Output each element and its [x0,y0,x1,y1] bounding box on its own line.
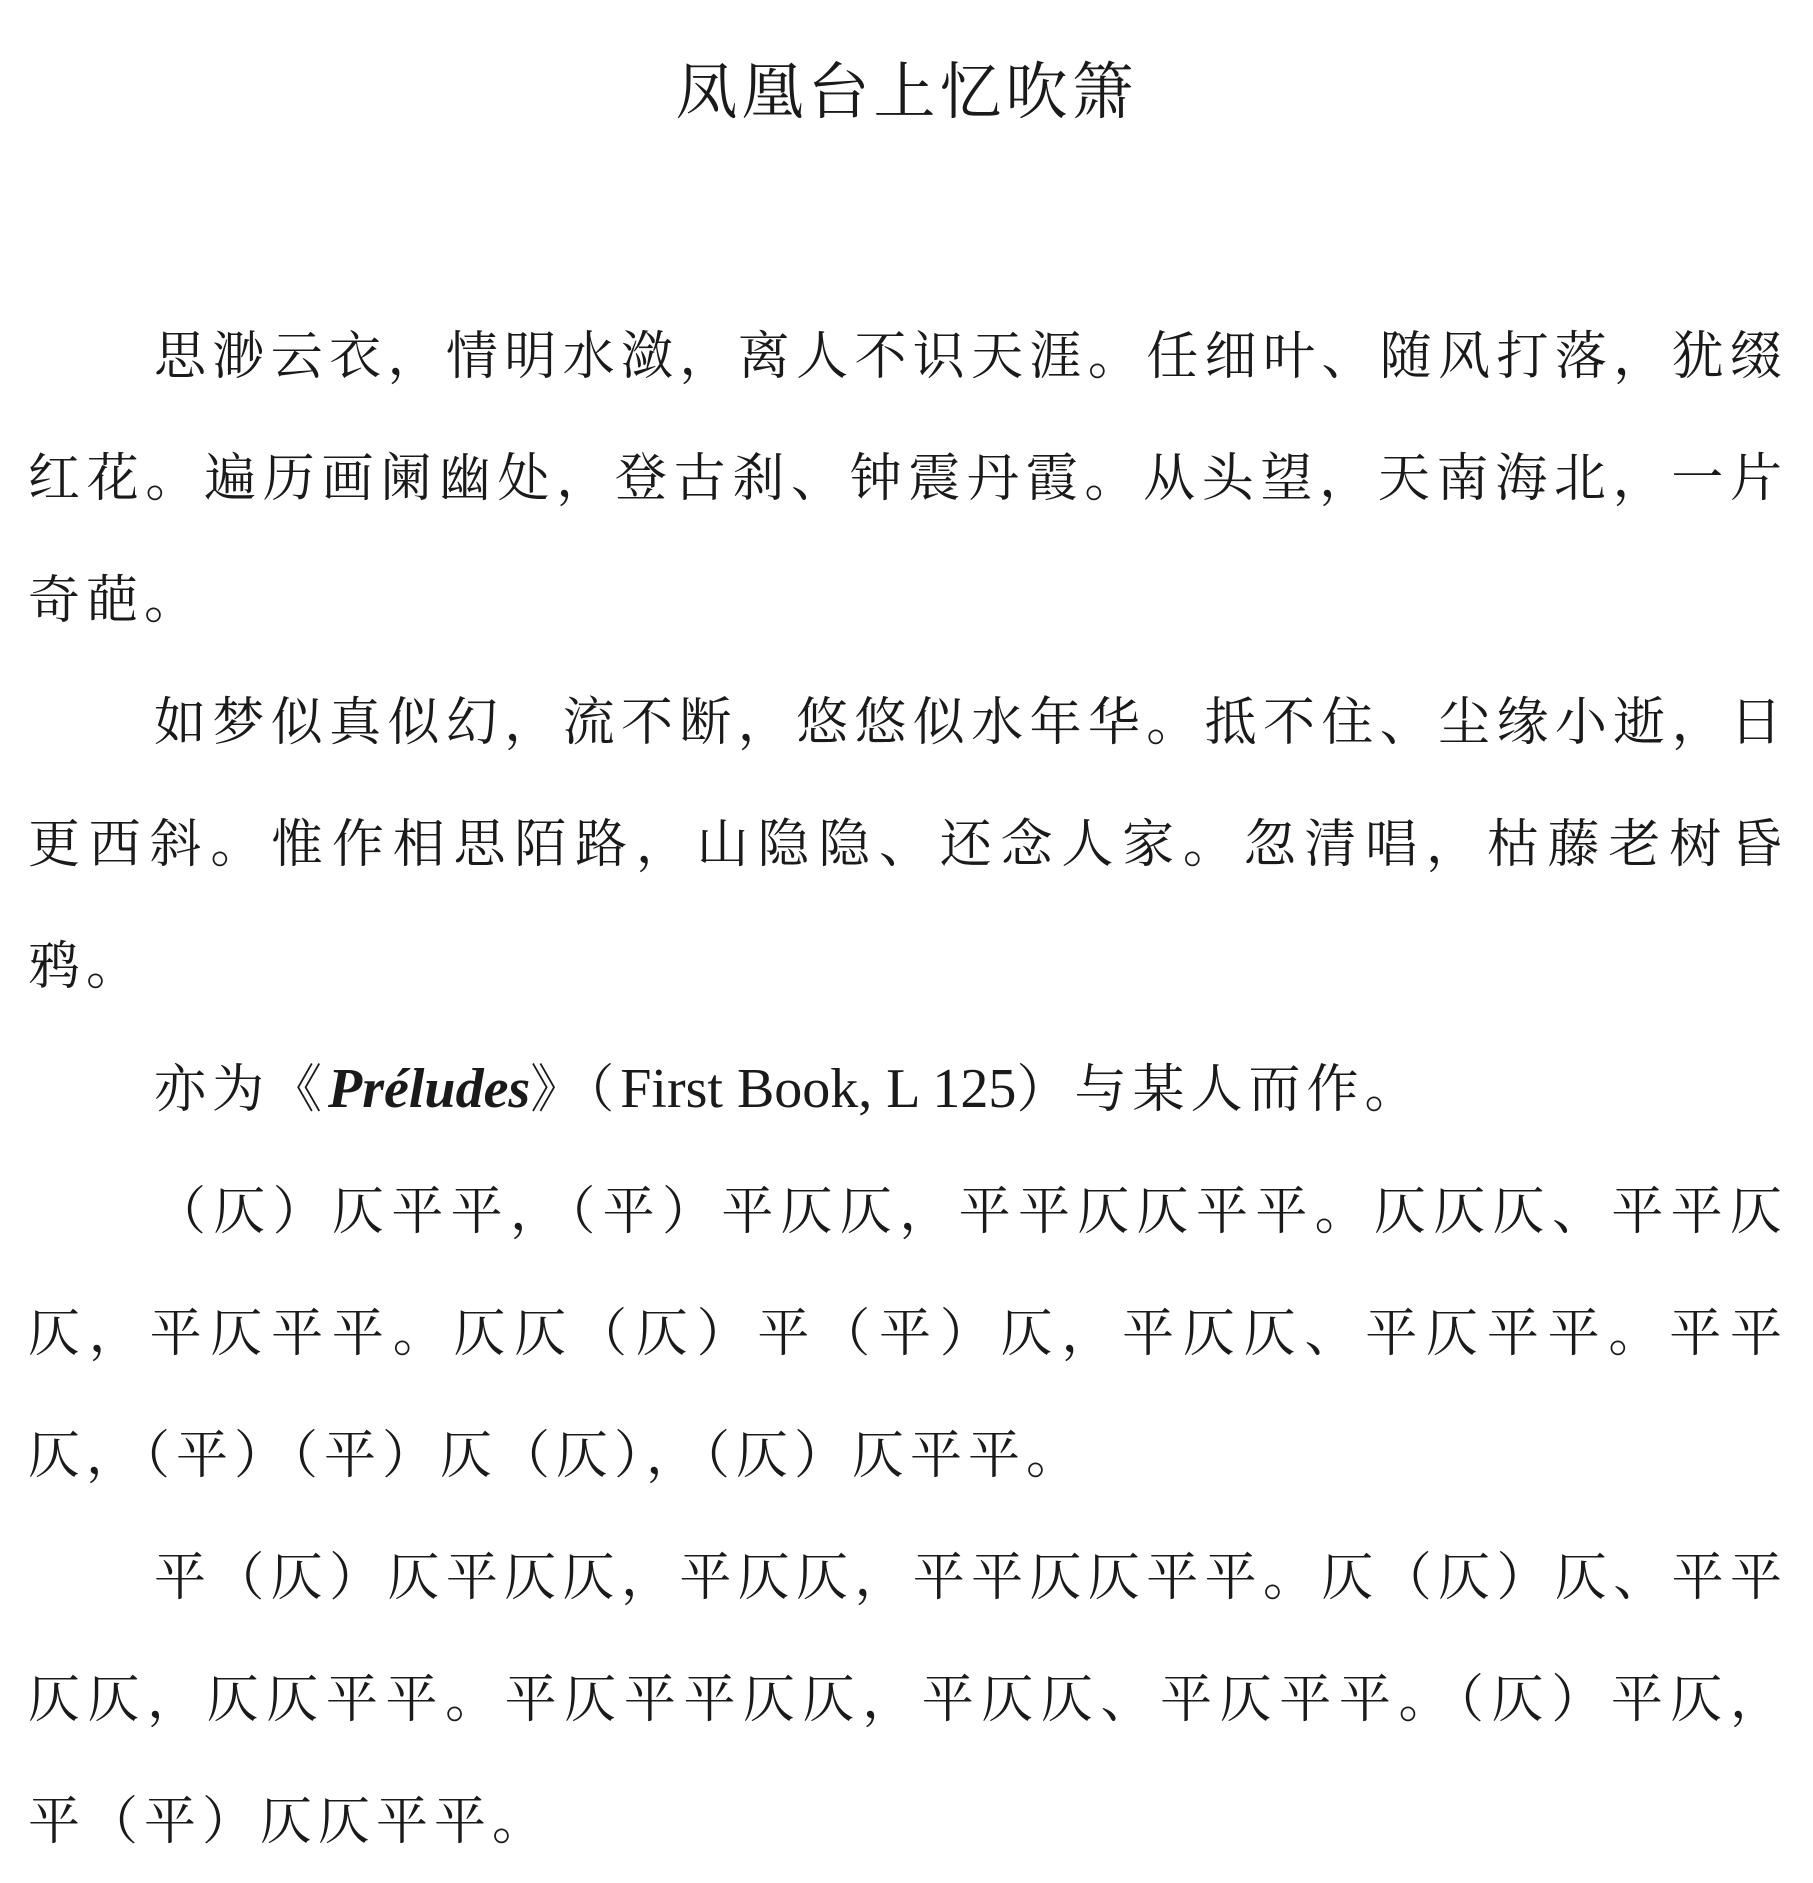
dedication-note [28,1028,1788,1151]
document-body [28,296,1788,1883]
poem-stanza-2: 如梦似真似幻，流不断，悠悠似水年华。抵不住、尘缘小逝，日更西斜。惟作相思陌路，山隐隐、还念人家。忽清唱，枯藤老树昏鸦。 [28,693,1788,997]
tonal-pattern-part-1: （仄）仄平平，（平）平仄仄，平平仄仄平平。仄仄仄、平平仄仄，平仄平平。仄仄（仄）平（平）仄，平仄仄、平仄平平。平平仄，（平）（平）仄（仄），（仄）仄平平。 [28,1182,1788,1486]
work-title: Préludes [328,1058,531,1120]
poem-stanza-1: 思渺云衣，情明水潋，离人不识天涯。任细叶、随风打落，犹缀红花。遍历画阑幽处，登古刹、钟震丹霞。从头望，天南海北，一片奇葩。 [28,327,1788,631]
tonal-pattern-part-2: 平（仄）仄平仄仄，平仄仄，平平仄仄平平。仄（仄）仄、平平仄仄，仄仄平平。平仄平平仄仄，平仄仄、平仄平平。（仄）平仄，平（平）仄仄平平。 [28,1548,1788,1852]
note-middle: 》（ [530,1060,621,1120]
work-detail: First Book, L 125 [620,1058,1017,1120]
poem-title: 凤凰台上忆吹箫 [675,55,1138,128]
note-prefix: 亦为《 [154,1060,329,1120]
note-suffix: ）与某人而作。 [1016,1060,1423,1120]
